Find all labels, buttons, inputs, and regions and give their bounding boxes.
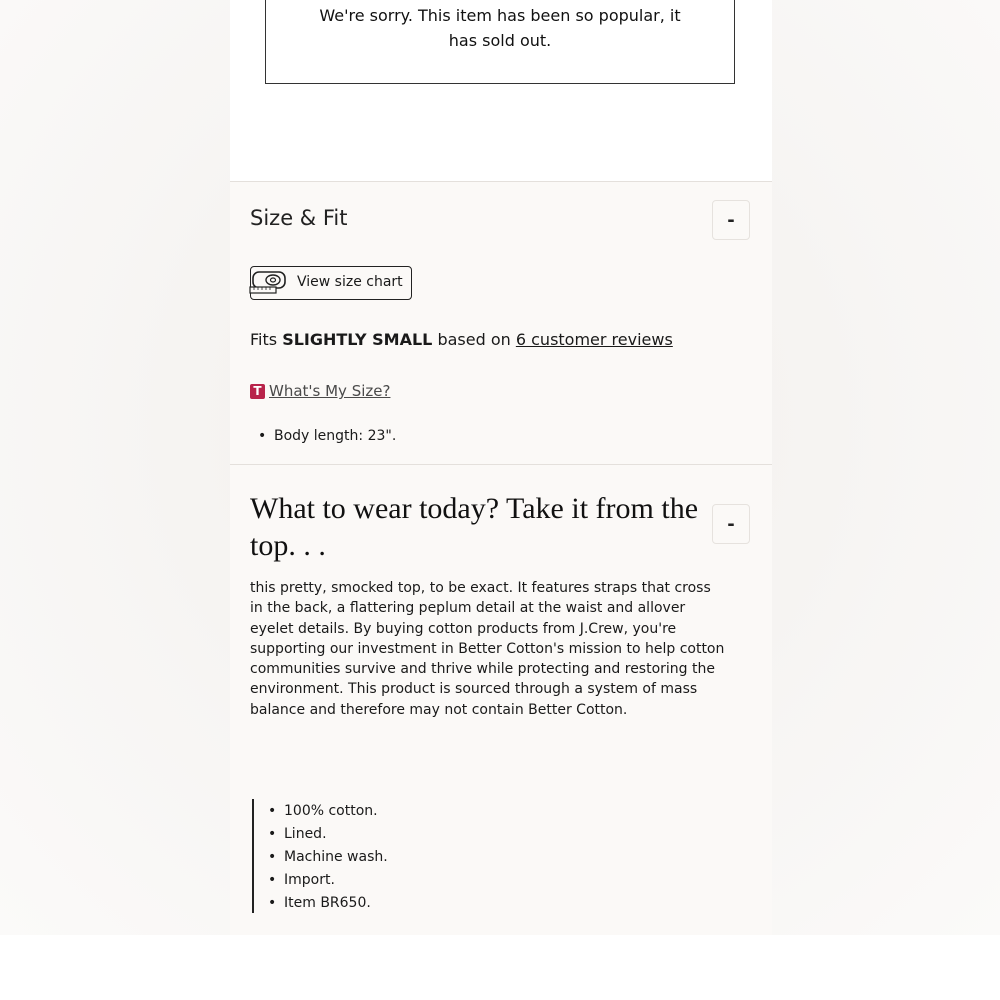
true-fit-badge-icon: T	[250, 384, 265, 399]
list-item	[268, 846, 388, 869]
feature-text: Lined.	[284, 826, 327, 842]
bullet-icon: •	[268, 803, 277, 819]
bullet-icon: •	[268, 895, 277, 911]
bullet-icon: •	[258, 428, 267, 444]
bullet-icon: •	[268, 826, 277, 842]
list-item	[268, 823, 388, 846]
description-collapse-button[interactable]: -	[712, 504, 750, 544]
fit-summary-prefix: Fits	[250, 330, 283, 349]
view-size-chart-button[interactable]	[250, 266, 412, 300]
bullet-icon: •	[268, 849, 277, 865]
sold-out-message	[265, 0, 735, 84]
size-fit-collapse-button[interactable]: -	[712, 200, 750, 240]
description-title: What to wear today? Take it from the top. . .	[250, 492, 699, 562]
bullet-icon: •	[268, 872, 277, 888]
sold-out-area	[230, 0, 772, 181]
page-bottom-area	[0, 935, 1000, 1000]
whats-my-size-widget	[250, 382, 390, 400]
view-size-chart-label: View size chart	[297, 274, 403, 290]
product-description: this pretty, smocked top, to be exact. It features straps that cross in the back, a flattering peplum detail at the waist and allover eyelet details. By buying cotton products from J.Crew, you're supporting our investment in Better Cotton's mission to help cotton communities survive and thrive while protecting and restoring the environment. This product is sourced through a system of mass balance and therefore may not contain Better Cotton.	[250, 580, 725, 718]
feature-text: Machine wash.	[284, 849, 388, 865]
section-divider	[230, 181, 772, 182]
feature-text: Item BR650.	[284, 895, 371, 911]
product-details-panel	[230, 0, 772, 935]
fit-summary-middle: based on	[432, 330, 516, 349]
fit-summary-value: SLIGHTLY SMALL	[282, 330, 433, 349]
body-length-item	[258, 428, 396, 444]
body-length-text: Body length: 23".	[274, 428, 397, 444]
whats-my-size-link[interactable]: What's My Size?	[269, 382, 391, 400]
measuring-tape-icon	[249, 270, 289, 296]
fit-summary	[250, 330, 673, 349]
list-item	[268, 892, 388, 915]
section-divider	[230, 464, 772, 465]
customer-reviews-link[interactable]: 6 customer reviews	[515, 330, 673, 349]
feature-list	[252, 799, 388, 913]
sold-out-line-1: We're sorry. This item has been so popular, it	[319, 6, 681, 25]
list-item	[268, 800, 388, 823]
list-item	[268, 869, 388, 892]
sold-out-line-2: has sold out.	[448, 31, 552, 50]
feature-text: 100% cotton.	[284, 803, 378, 819]
size-fit-title: Size & Fit	[250, 206, 348, 230]
feature-text: Import.	[284, 872, 335, 888]
